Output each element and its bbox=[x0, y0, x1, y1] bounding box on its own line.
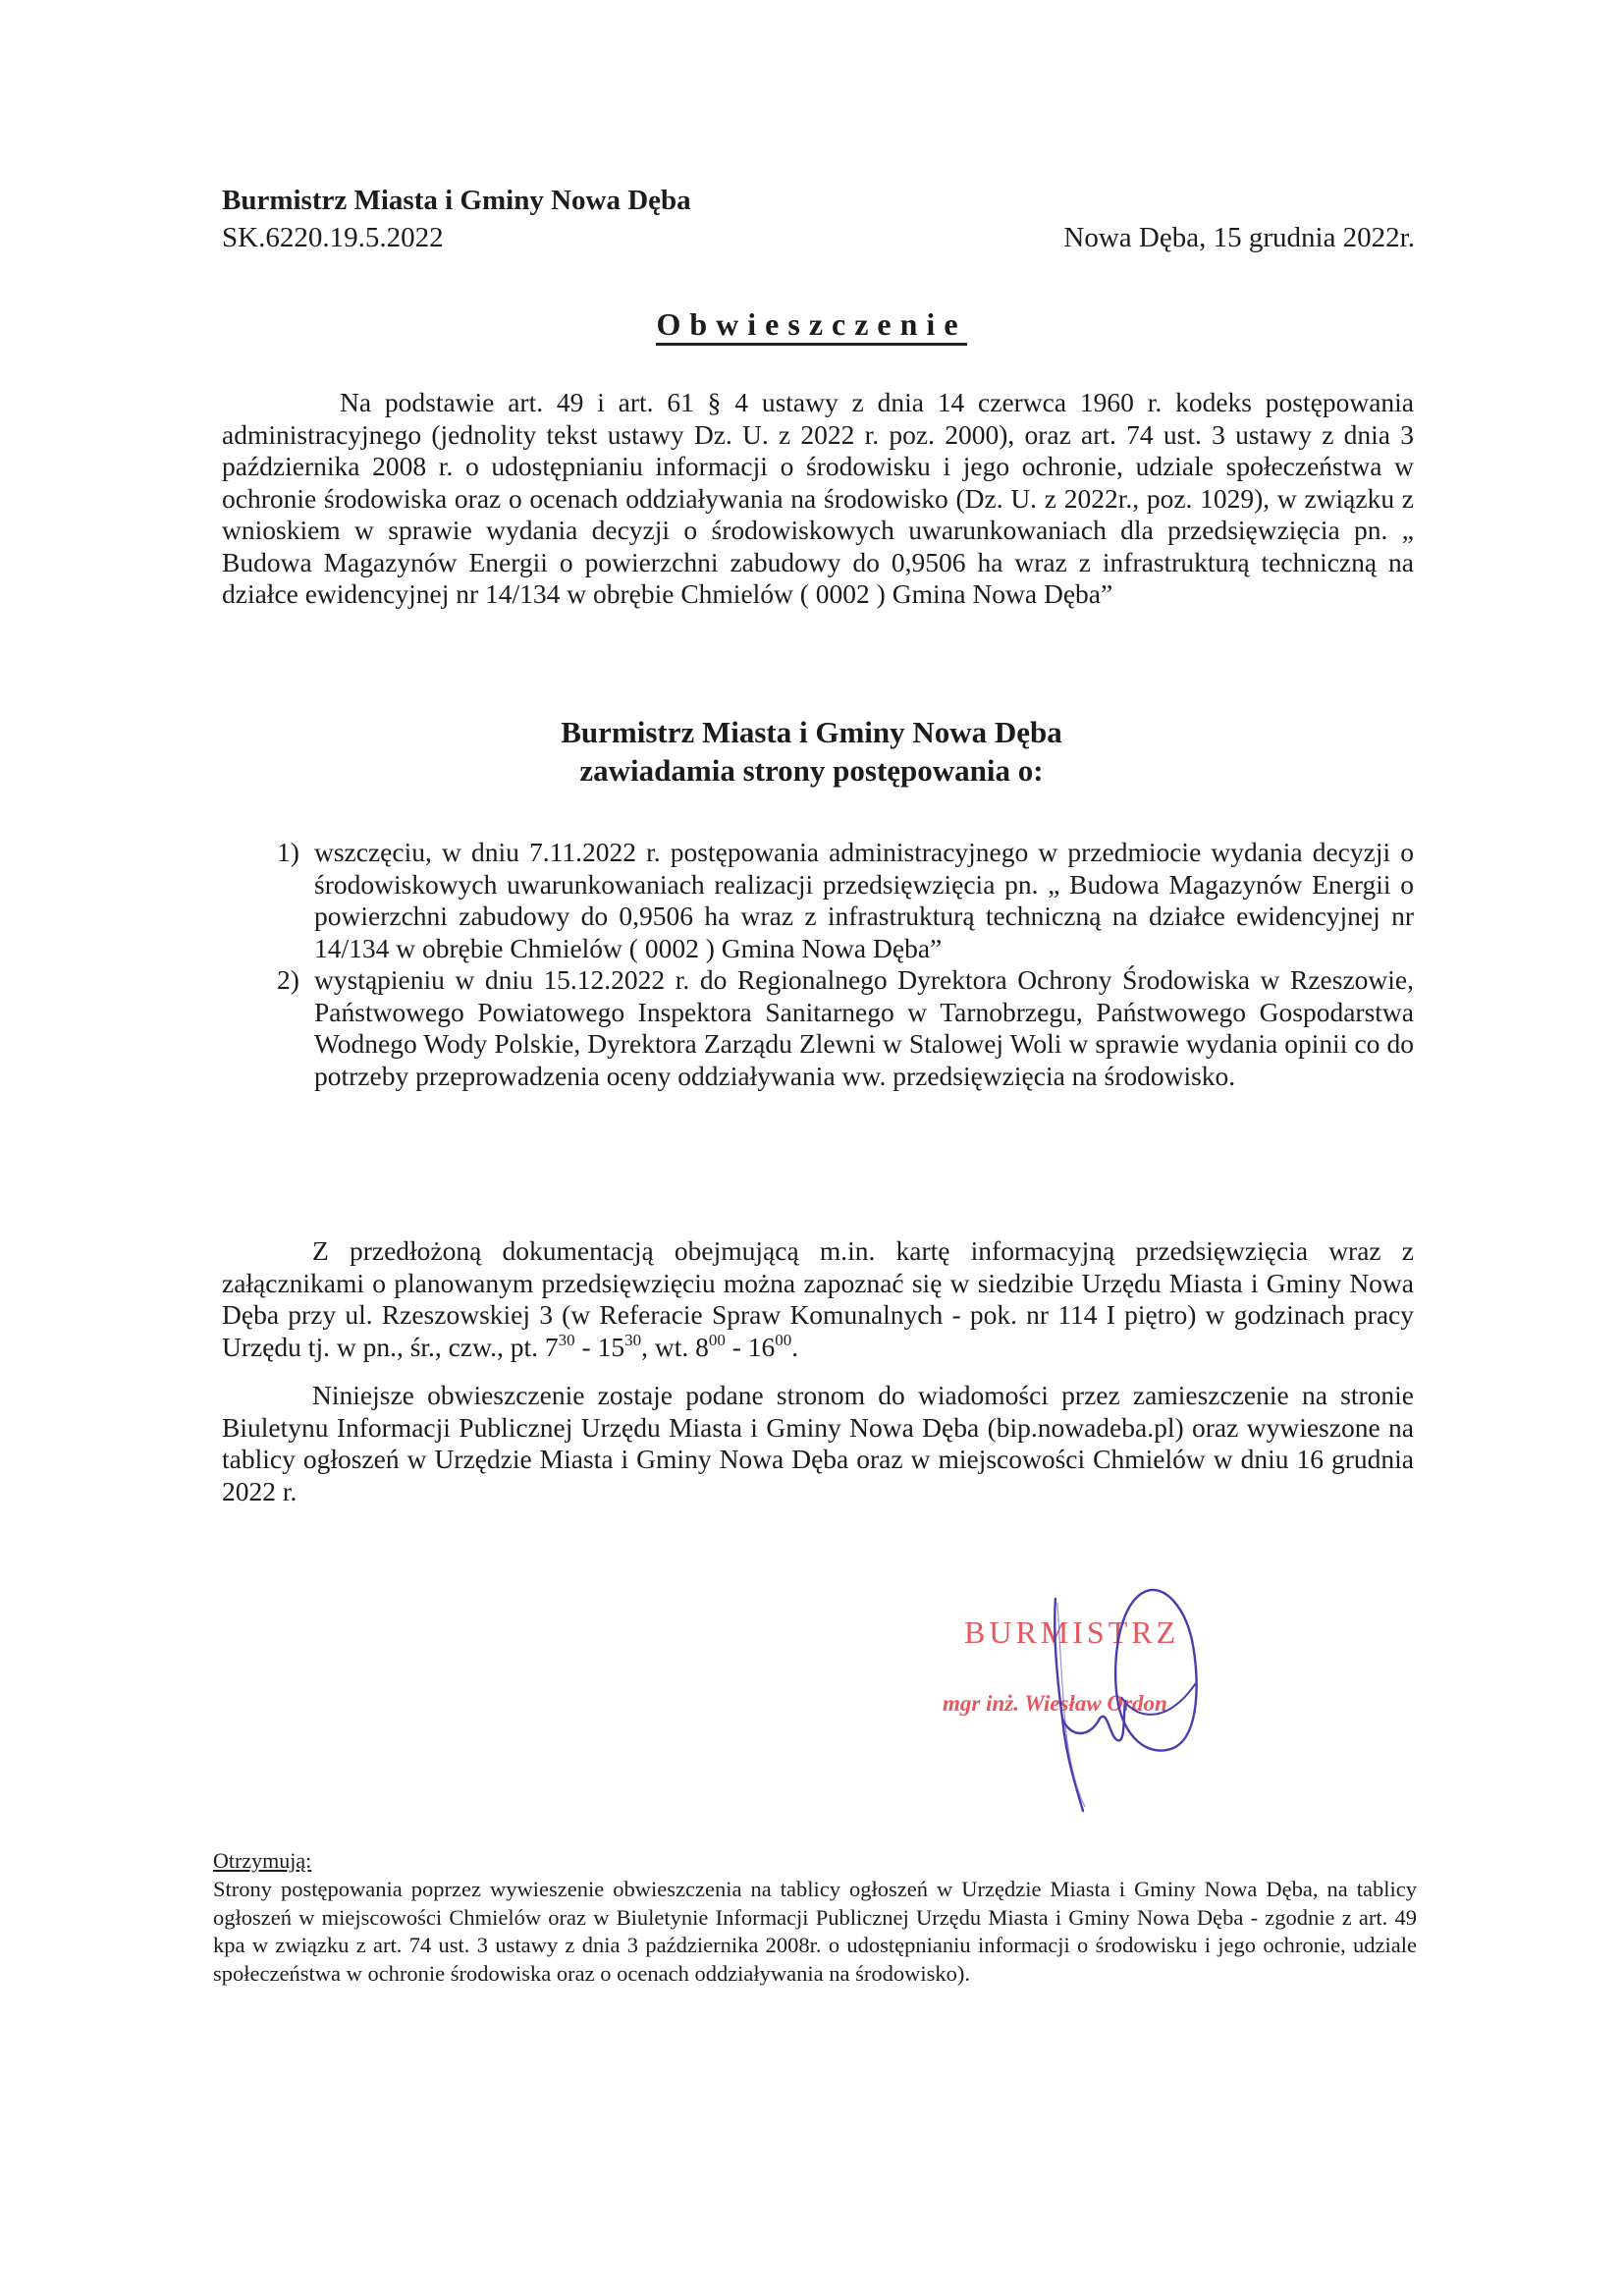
stamp-title: BURMISTRZ bbox=[964, 1614, 1180, 1650]
notification-list bbox=[222, 837, 1414, 1092]
hours-superscript: 30 bbox=[624, 1330, 642, 1349]
documentation-text: Z przedłożoną dokumentacją obejmującą m.in. kartę informacyjną przedsięwzięcia wraz z załącznikami o planowanym przedsięwzięciu można zapoznać się w siedzibie Urzędu Miasta i Gminy Nowa Dęba przy ul. Rzeszowskiej 3 (w Referacie Spraw Komunalnych - pok. nr 114 I piętro) w godzinach pracy Urzędu tj. w pn., śr., czw., pt. bbox=[222, 1235, 1414, 1362]
announcement-line-2: zawiadamia strony postępowania o: bbox=[579, 753, 1044, 788]
hours-text: - 15 bbox=[574, 1331, 625, 1362]
list-item bbox=[222, 837, 1414, 964]
announcement-line-1: Burmistrz Miasta i Gminy Nowa Dęba bbox=[561, 715, 1062, 749]
list-item-number: 2) bbox=[277, 964, 299, 995]
documentation-paragraph bbox=[222, 1235, 1414, 1363]
hours-text: . bbox=[791, 1331, 799, 1362]
list-item-text: wystąpieniu w dniu 15.12.2022 r. do Regionalnego Dyrektora Ochrony Środowiska w Rzeszowie, Państwowego Powiatowego Inspektora Sanitarnego w Tarnobrzegu, Państwowego Gospodarstwa Wodnego Wody Polskie, Dyrektora Zarządu Zlewni w Stalowej Woli w sprawie wydania opinii co do potrzeby przeprowadzenia oceny oddziaływania ww. przedsięwzięcia na środowisko. bbox=[314, 964, 1414, 1091]
announcement-heading bbox=[0, 713, 1623, 790]
recipients-text: Strony postępowania poprzez wywieszenie obwieszczenia na tablicy ogłoszeń w Urzędzie Miasta i Gminy Nowa Dęba, na tablicy ogłoszeń w miejscowości Chmielów oraz w Biuletynie Informacji Publicznej Urzędu Miasta i Gminy Nowa Dęba - zgodnie z art. 49 kpa w związku z art. 74 ust. 3 ustawy z dnia 3 października 2008r. o udostępnianiu informacji o środowisku i jego ochronie, udziale społeczeństwa w ochronie środowiska oraz o ocenach oddziaływania na środowisko). bbox=[213, 1877, 1417, 1986]
handwritten-signature-icon bbox=[943, 1571, 1296, 1827]
document-title-text: Obwieszczenie bbox=[656, 306, 966, 346]
issuer-name: Burmistrz Miasta i Gminy Nowa Dęba bbox=[222, 185, 691, 216]
hours-superscript: 30 bbox=[558, 1330, 575, 1349]
list-item-number: 1) bbox=[277, 837, 299, 867]
publication-paragraph: Niniejsze obwieszczenie zostaje podane stronom do wiadomości przez zamieszczenie na stronie Biuletynu Informacji Publicznej Urzędu Miasta i Gminy Nowa Dęba (bip.nowadeba.pl) oraz wywieszone na tablicy ogłoszeń w Urzędzie Miasta i Gminy Nowa Dęba oraz w miejscowości Chmielów w dniu 16 grudnia 2022 r. bbox=[222, 1380, 1414, 1506]
list-item bbox=[222, 964, 1414, 1092]
hours-superscript: 00 bbox=[775, 1330, 792, 1349]
stamp-name: mgr inż. Wiesław Ordon bbox=[943, 1691, 1167, 1716]
list-item-text: wszczęciu, w dniu 7.11.2022 r. postępowania administracyjnego w przedmiocie wydania decyzji o środowiskowych uwarunkowaniach realizacji przedsięwzięcia pn. „ Budowa Magazynów Energii o powierzchni zabudowy do 0,9506 ha wraz z infrastrukturą techniczną na działce ewidencyjnej nr 14/134 w obrębie Chmielów ( 0002 ) Gmina Nowa Dęba” bbox=[314, 837, 1414, 963]
hours-superscript: 00 bbox=[708, 1330, 726, 1349]
hours-text: , wt. bbox=[641, 1331, 696, 1362]
place-and-date: Nowa Dęba, 15 grudnia 2022r. bbox=[1063, 222, 1415, 253]
case-reference: SK.6220.19.5.2022 bbox=[222, 222, 444, 253]
official-stamp bbox=[943, 1571, 1296, 1827]
recipients-label: Otrzymują: bbox=[213, 1848, 312, 1873]
hours-text: 8 bbox=[695, 1331, 709, 1362]
hours-text: - 16 bbox=[725, 1331, 776, 1362]
document-title bbox=[0, 306, 1623, 343]
intro-paragraph: Na podstawie art. 49 i art. 61 § 4 ustawy z dnia 14 czerwca 1960 r. kodeks postępowania administracyjnego (jednolity tekst ustawy Dz. U. z 2022 r. poz. 2000), oraz art. 74 ust. 3 ustawy z dnia 3 października 2008 r. o udostępnianiu informacji o środowisku i jego ochronie, udziale społeczeństwa w ochronie środowiska oraz o ocenach oddziaływania na środowisko (Dz. U. z 2022r., poz. 1029), w związku z wnioskiem w sprawie wydania decyzji o środowiskowych uwarunkowaniach dla przedsięwzięcia pn. „ Budowa Magazynów Energii o powierzchni zabudowy do 0,9506 ha wraz z infrastrukturą techniczną na działce ewidencyjnej nr 14/134 w obrębie Chmielów ( 0002 ) Gmina Nowa Dęba” bbox=[222, 387, 1414, 609]
hours-text: 7 bbox=[544, 1331, 559, 1362]
